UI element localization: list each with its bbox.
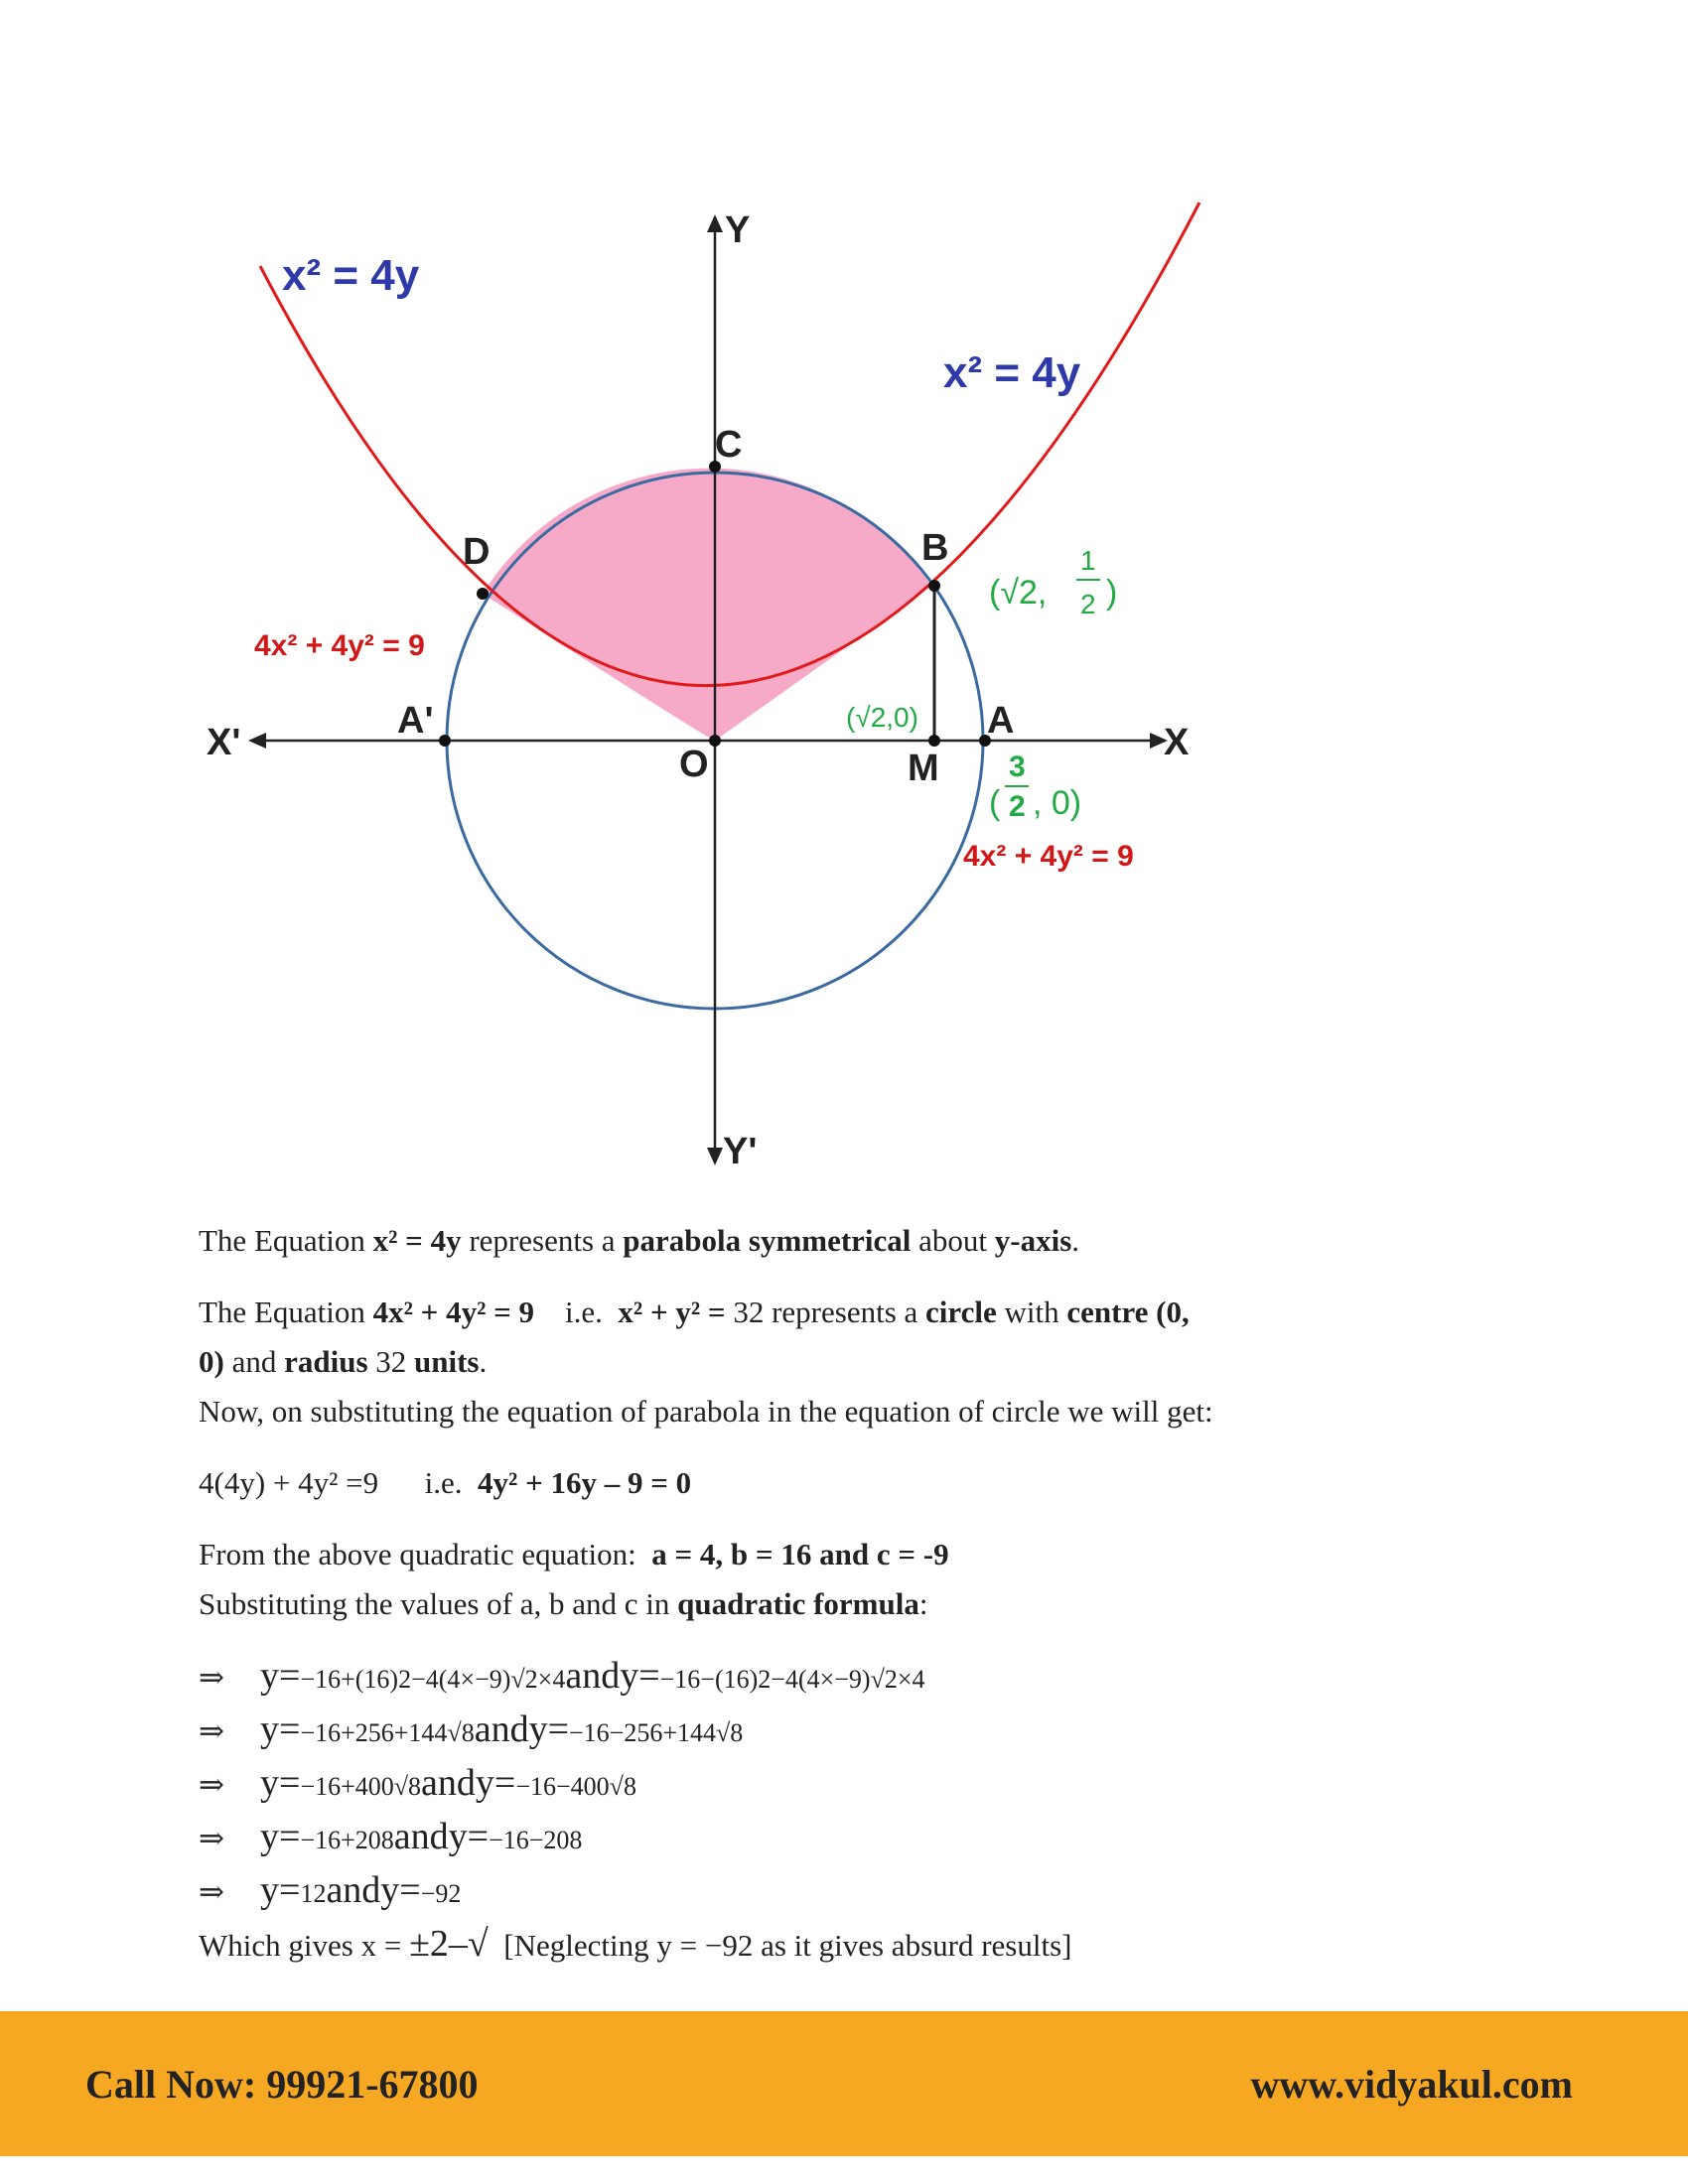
point-m — [928, 735, 940, 747]
coord-b-num: 1 — [1080, 545, 1096, 576]
label-c: C — [715, 424, 743, 466]
point-d — [477, 588, 489, 600]
label-a: A — [987, 700, 1015, 742]
coord-a-rest: , 0) — [1033, 784, 1082, 822]
circle-label-right: 4x² + 4y² = 9 — [963, 840, 1134, 873]
paragraph-substitution: Now, on substituting the equation of parabola in the equation of circle we will get: — [199, 1394, 1213, 1429]
implies-arrow: ⇒ — [199, 1767, 224, 1802]
solution-text — [199, 1216, 1509, 1971]
label-m: M — [908, 748, 939, 789]
coord-a-den: 2 — [1009, 790, 1026, 823]
coord-a-num: 3 — [1009, 751, 1026, 783]
paragraph-formula: Substituting the values of a, b and c in quadratic formula: — [199, 1586, 928, 1621]
website-link[interactable]: www.vidyakul.com — [1250, 2062, 1573, 2107]
coord-b-den: 2 — [1080, 589, 1096, 619]
solution-line-5: ⇒ y= 12 andy= −92 — [199, 1865, 1509, 1919]
parabola-label-left: x² = 4y — [282, 251, 420, 300]
circle-label-left: 4x² + 4y² = 9 — [254, 629, 425, 662]
implies-arrow: ⇒ — [199, 1821, 224, 1855]
axis-label-y: Y — [725, 209, 751, 251]
parabola-label-right: x² = 4y — [943, 348, 1081, 397]
footer-banner — [0, 2011, 1688, 2156]
paragraph-coefficients: From the above quadratic equation: a = 4, b = 16 and c = -9 — [199, 1537, 949, 1571]
axis-label-x: X — [1164, 722, 1190, 763]
paragraph-circle: The Equation 4x² + 4y² = 9 i.e. x² + y² = 32 represents a circle with centre (0, — [199, 1295, 1190, 1329]
paragraph-circle-cont: 0) and radius 32 units. — [199, 1344, 488, 1379]
coord-a-open: ( — [989, 784, 1001, 822]
coord-b-open: (√2, — [989, 574, 1048, 612]
y-axis-up-arrow — [707, 214, 723, 232]
solution-line-2: ⇒ y= −16+256+144√8 andy= −16−256+144√8 — [199, 1705, 1509, 1758]
implies-arrow: ⇒ — [199, 1660, 224, 1695]
solution-line-3: ⇒ y= −16+400√8 andy= −16−400√8 — [199, 1758, 1509, 1812]
label-a-neg: A' — [397, 700, 434, 742]
axis-label-y-neg: Y' — [723, 1131, 758, 1172]
y-axis-down-arrow — [707, 1148, 723, 1165]
coord-b-close: ) — [1106, 574, 1118, 612]
label-o: O — [679, 744, 709, 785]
paragraph-equation: 4(4y) + 4y² =9 i.e. 4y² + 16y – 9 = 0 — [199, 1465, 692, 1500]
point-a-neg — [439, 735, 451, 747]
coord-m: (√2,0) — [846, 702, 918, 733]
x-axis-left-arrow — [248, 733, 266, 749]
solution-line-4: ⇒ y= −16+208 andy= −16−208 — [199, 1812, 1509, 1865]
point-o — [709, 735, 721, 747]
shaded-region — [483, 469, 931, 741]
label-b: B — [921, 527, 949, 569]
implies-arrow: ⇒ — [199, 1874, 224, 1909]
point-b — [928, 580, 940, 592]
paragraph-conclusion: Which gives x = ±2–√ [Neglecting y = −92 as it gives absurd results] — [199, 1923, 1072, 1965]
paragraph-parabola: The Equation x² = 4y represents a parabola symmetrical about y-axis. — [199, 1223, 1080, 1258]
axis-label-x-neg: X' — [207, 722, 241, 763]
implies-arrow: ⇒ — [199, 1713, 224, 1748]
solution-line-1: ⇒ y= −16+(16)2−4(4×−9)√2×4 andy= −16−(16)2−4(4×−9)√2×4 — [199, 1651, 1509, 1705]
call-now-text[interactable]: Call Now: 99921-67800 — [85, 2062, 479, 2107]
label-d: D — [463, 531, 491, 573]
